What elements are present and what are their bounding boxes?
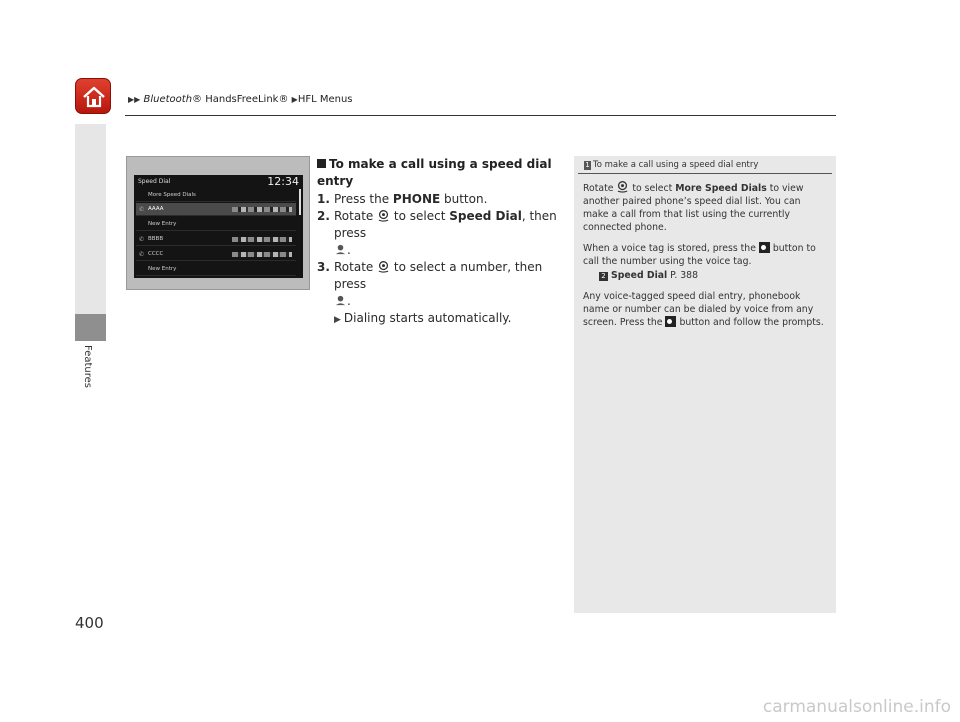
step-text: to select bbox=[390, 209, 450, 223]
reference-page: P. 388 bbox=[667, 270, 698, 281]
step-3 bbox=[317, 259, 567, 310]
blurred-number bbox=[232, 207, 292, 212]
step-text: . bbox=[347, 243, 351, 257]
list-item-label: CCCC bbox=[148, 251, 164, 257]
step-text: Press the bbox=[334, 192, 393, 206]
speed-dial-label: Speed Dial bbox=[449, 209, 522, 223]
list-item bbox=[136, 203, 296, 216]
phone-icon: ✆ bbox=[139, 251, 145, 258]
list-item-label: BBBB bbox=[148, 236, 164, 242]
note-text: When a voice tag is stored, press the bbox=[583, 243, 759, 254]
step-result bbox=[317, 310, 567, 329]
step-2 bbox=[317, 208, 567, 259]
breadcrumb-handsfreelink[interactable]: ® HandsFreeLink® bbox=[192, 94, 289, 105]
note-header-text: To make a call using a speed dial entry bbox=[593, 160, 759, 170]
scrollbar bbox=[299, 189, 301, 215]
note-bold-text: More Speed Dials bbox=[675, 183, 767, 194]
reference-title: Speed Dial bbox=[611, 270, 668, 281]
page-number: 400 bbox=[75, 614, 104, 632]
press-knob-icon bbox=[334, 243, 347, 256]
result-text: Dialing starts automatically. bbox=[343, 311, 512, 325]
reference-badge: 2 bbox=[599, 272, 608, 281]
screen-clock: 12:34 bbox=[267, 175, 299, 188]
step-text: button. bbox=[440, 192, 488, 206]
chapter-label: Features bbox=[82, 345, 93, 388]
list-item-label: More Speed Dials bbox=[148, 192, 196, 198]
note-paragraph bbox=[583, 242, 828, 282]
breadcrumb-bluetooth[interactable]: Bluetooth bbox=[143, 94, 193, 105]
list-item-label: New Entry bbox=[148, 266, 177, 272]
step-1 bbox=[317, 191, 567, 208]
list-item-label: AAAA bbox=[148, 206, 164, 212]
step-text: , then press bbox=[334, 209, 557, 240]
note-text: Any voice-tagged speed dial entry, phonebook name or number can be dialed by voice from any screen. bbox=[583, 291, 814, 328]
step-number: 3. bbox=[317, 260, 330, 274]
list-item bbox=[136, 263, 296, 276]
phone-icon: ✆ bbox=[139, 206, 145, 213]
selector-knob-icon bbox=[377, 260, 390, 273]
list-item-label: New Entry bbox=[148, 221, 177, 227]
header-divider bbox=[125, 115, 836, 116]
home-icon bbox=[81, 84, 107, 110]
square-bullet-icon bbox=[317, 159, 326, 168]
procedure-heading bbox=[317, 156, 567, 190]
note-text: to view another paired phone’s speed dial list. You can make a call from that list using the currently connected phone. bbox=[583, 183, 804, 233]
step-text: Rotate bbox=[334, 260, 378, 274]
press-knob-icon bbox=[334, 294, 347, 307]
page-reference[interactable] bbox=[583, 269, 828, 282]
blurred-number bbox=[232, 237, 292, 242]
list-item bbox=[136, 189, 296, 202]
watermark: carmanualsonline.info bbox=[762, 697, 951, 717]
note-text: Press the bbox=[619, 317, 666, 328]
note-paragraph bbox=[583, 180, 828, 234]
note-body bbox=[574, 174, 836, 329]
breadcrumb-arrow-icon: ▶▶ bbox=[128, 95, 141, 104]
procedure bbox=[317, 156, 567, 329]
step-text: . bbox=[347, 294, 351, 308]
phone-button-label: PHONE bbox=[392, 192, 441, 206]
note-number-badge: 1 bbox=[585, 161, 590, 169]
step-number: 2. bbox=[317, 209, 330, 223]
list-item bbox=[136, 233, 296, 246]
note-paragraph bbox=[583, 290, 828, 329]
breadcrumb-arrow-icon: ▶ bbox=[291, 95, 298, 104]
list-item bbox=[136, 248, 296, 261]
result-arrow-icon: ▶ bbox=[334, 315, 341, 325]
list-item bbox=[136, 218, 296, 231]
speed-dial-screenshot bbox=[126, 156, 310, 290]
note-text: Rotate bbox=[583, 183, 617, 194]
note-text: button to call the number using the voice tag. bbox=[583, 243, 816, 267]
step-number: 1. bbox=[317, 192, 330, 206]
talk-button-icon bbox=[665, 316, 676, 327]
selector-knob-icon bbox=[377, 209, 390, 222]
chapter-tab-background bbox=[75, 124, 106, 314]
step-text: to select a number, then press bbox=[334, 260, 543, 291]
side-note bbox=[574, 156, 836, 613]
breadcrumb-hfl-menus[interactable]: HFL Menus bbox=[297, 94, 353, 105]
phone-icon: ✆ bbox=[139, 236, 145, 243]
step-text: Rotate bbox=[334, 209, 378, 223]
screen-title: Speed Dial bbox=[138, 178, 171, 185]
breadcrumb bbox=[128, 94, 353, 105]
talk-button-icon bbox=[759, 242, 770, 253]
note-text: button and follow the prompts. bbox=[676, 317, 824, 328]
display-screen bbox=[134, 175, 303, 278]
home-button[interactable] bbox=[75, 78, 111, 114]
note-header bbox=[578, 156, 832, 174]
procedure-heading-text: To make a call using a speed dial entry bbox=[317, 157, 552, 188]
note-text: to select bbox=[629, 183, 676, 194]
selector-knob-icon bbox=[616, 180, 629, 193]
blurred-number bbox=[232, 252, 292, 257]
chapter-tab-marker[interactable] bbox=[75, 314, 106, 341]
